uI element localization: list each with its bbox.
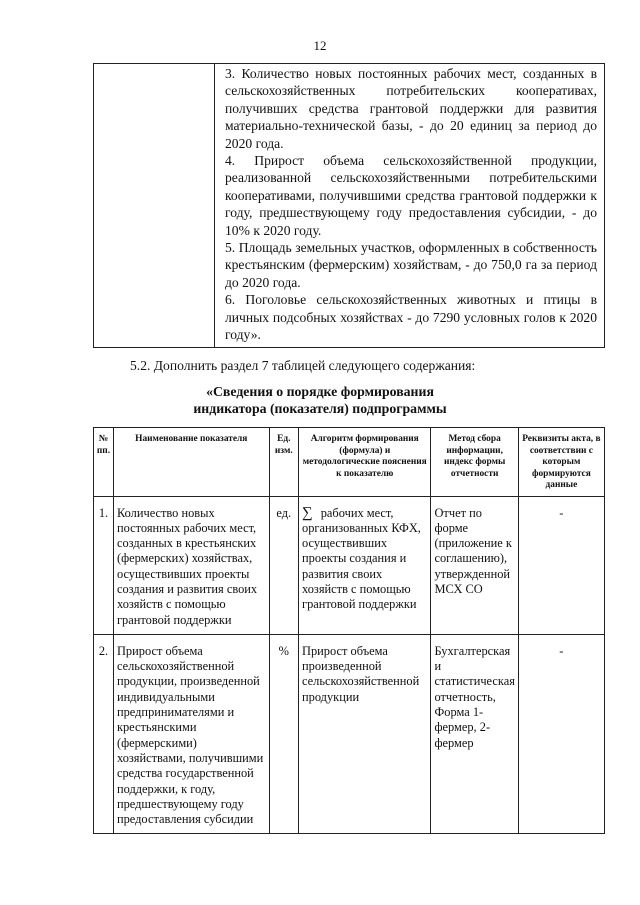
- row-algorithm: Прирост объема произведенной сельскохозяйственной продукции: [299, 634, 431, 834]
- list-item: 5. Площадь земельных участков, оформленных в собственность крестьянским (фермерским) хозяйствам, - до 750,0 га за период до 2020 года.: [225, 240, 597, 290]
- algorithm-text: рабочих мест, организованных КФХ, осуществивших проекты создания и развития своих хозяйств с помощью грантовой поддержки: [302, 505, 421, 612]
- row-num: 1.: [94, 496, 114, 634]
- empty-cell: [94, 64, 215, 348]
- row-num: 2.: [94, 634, 114, 834]
- table-row: [94, 64, 605, 348]
- row-requisites: -: [518, 496, 604, 634]
- header-name: Наименование показателя: [113, 428, 269, 497]
- header-algorithm: Алгоритм формирования (формула) и методологические пояснения к показателю: [299, 428, 431, 497]
- table-row: [94, 634, 605, 834]
- row-unit: %: [269, 634, 298, 834]
- row-unit: ед.: [269, 496, 298, 634]
- title-line: индикатора (показателя) подпрограммы: [193, 401, 447, 416]
- header-method: Метод сбора информации, индекс формы отчетности: [431, 428, 518, 497]
- title-line: «Сведения о порядке формирования: [206, 384, 434, 399]
- row-algorithm: [299, 496, 431, 634]
- row-name: Прирост объема сельскохозяйственной продукции, произведенной индивидуальными предпринимателями и крестьянскими (фермерскими) хозяйствами, получившими средства государственной поддержки, к году, предшествующему году предоставления субсидии: [113, 634, 269, 834]
- header-requisites: Реквизиты акта, в соответствии с которым формируются данные: [518, 428, 604, 497]
- sum-icon: ∑: [302, 504, 313, 521]
- list-item: 3. Количество новых постоянных рабочих мест, созданных в сельскохозяйственных потребительских кооперативах, получивших средства грантовой поддержки для развития материально-технической базы, - до 20 единиц за период до 2020 года.: [225, 66, 597, 151]
- row-requisites: -: [518, 634, 604, 834]
- row-method: Отчет по форме (приложение к соглашению), утвержденной МСХ СО: [431, 496, 518, 634]
- list-item: 4. Прирост объема сельскохозяйственной продукции, реализованной сельскохозяйственными потребительскими кооперативами, получившими средства грантовой поддержки к году, предшествующему году предоставления субсидии, - до 10% к 2020 году.: [225, 153, 597, 238]
- table-row: [94, 496, 605, 634]
- table-header-row: [94, 428, 605, 497]
- section-title: [0, 383, 640, 417]
- indicator-list-cell: [215, 64, 605, 348]
- list-item: 6. Поголовье сельскохозяйственных животных и птицы в личных подсобных хозяйствах - до 7290 условных голов к 2020 году».: [225, 292, 597, 343]
- continuation-table: [93, 63, 605, 348]
- row-name: Количество новых постоянных рабочих мест, созданных в крестьянских (фермерских) хозяйствах, осуществивших проекты создания и развития своих хозяйств с помощью грантовой поддержки: [113, 496, 269, 634]
- page-number: 12: [313, 38, 327, 53]
- header-unit: Ед. изм.: [269, 428, 298, 497]
- intro-paragraph: 5.2. Дополнить раздел 7 таблицей следующего содержания:: [130, 358, 476, 373]
- header-num: № пп.: [94, 428, 114, 497]
- indicator-table: [93, 427, 605, 834]
- row-method: Бухгалтерская и статистическая отчетность, Форма 1-фермер, 2-фермер: [431, 634, 518, 834]
